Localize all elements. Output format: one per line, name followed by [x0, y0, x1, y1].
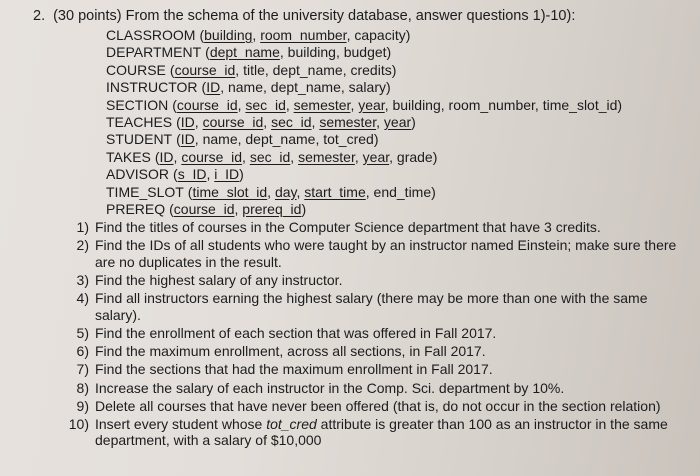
relation-name: INSTRUCTOR: [106, 79, 198, 96]
attribute: dept_name: [245, 131, 316, 148]
question-item: [68, 415, 682, 449]
key-attribute: course_id: [174, 61, 236, 78]
key-attribute: time_slot_id: [192, 183, 268, 200]
question-item-text: [95, 398, 682, 415]
question-item-text: [95, 237, 682, 270]
text-run: Delete all courses that have never been offered (that is, do not occur in the section relation): [95, 397, 661, 414]
question-item: [72, 237, 682, 270]
question-item-number: 9): [76, 397, 89, 414]
question-item-number: 7): [76, 361, 89, 378]
text-run: Find the IDs of all students who were taught by an instructor named Einstein; make sure there are no duplicates in the result.: [95, 237, 677, 270]
key-attribute: ID: [180, 131, 195, 148]
attribute: budget: [343, 44, 387, 61]
question-header: [33, 8, 575, 24]
question-item-text: [95, 361, 682, 378]
key-attribute: i_ID: [214, 166, 240, 183]
attribute: dept_name: [272, 61, 343, 78]
key-attribute: year: [358, 96, 385, 113]
attribute: end_time: [373, 183, 432, 200]
key-attribute: course_id: [181, 148, 243, 165]
question-item-text: [95, 380, 682, 397]
text-run: Find the maximum enrollment, across all sections, in Fall 2017.: [95, 343, 486, 360]
relation-name: TEACHES: [106, 113, 173, 130]
key-attribute: day: [274, 183, 297, 200]
attribute: name: [227, 79, 264, 96]
question-item-text: [95, 272, 682, 289]
key-attribute: semester: [319, 113, 377, 130]
key-attribute: semester: [293, 96, 351, 113]
key-attribute: sec_id: [249, 148, 291, 165]
schema-relation: STUDENT (ID, name, dept_name, tot_cred): [106, 131, 379, 148]
italic-term: tot_cred: [266, 415, 317, 432]
question-intro: (30 points) From the schema of the university database, answer questions 1)-10):: [53, 8, 576, 24]
question-item: [72, 343, 682, 360]
text-run: Increase the salary of each instructor in the Comp. Sci. department by 10%.: [95, 379, 565, 396]
question-item: [72, 272, 682, 289]
schema-relation: COURSE (course_id, title, dept_name, credits): [106, 61, 397, 78]
key-attribute: building: [204, 27, 253, 43]
key-attribute: sec_id: [271, 113, 312, 130]
relation-name: TIME_SLOT: [106, 183, 184, 200]
attribute: building: [287, 44, 336, 61]
key-attribute: semester: [298, 148, 355, 165]
key-attribute: course_id: [202, 113, 264, 130]
attribute: time_slot_id: [542, 96, 618, 113]
schema-relation: DEPARTMENT (dept_name, building, budget): [106, 44, 392, 61]
text-run: Find the highest salary of any instructor.: [95, 271, 343, 288]
attribute: title: [243, 61, 265, 78]
key-attribute: ID: [206, 79, 221, 96]
question-item: [72, 398, 682, 415]
text-run: Find the titles of courses in the Computer Science department that have 3 credits.: [95, 219, 601, 235]
question-item-text: [95, 219, 682, 236]
relation-name: CLASSROOM: [106, 27, 196, 43]
question-number: 2.: [33, 8, 46, 24]
schema-relation: ADVISOR (s_ID, i_ID): [106, 166, 244, 183]
key-attribute: ID: [159, 148, 174, 165]
text-run: Find the sections that had the maximum enrollment in Fall 2017.: [95, 361, 493, 378]
key-attribute: course_id: [176, 96, 238, 113]
text-run: Insert every student whose: [95, 415, 267, 432]
attribute: grade: [396, 148, 433, 165]
text-run: Find the enrollment of each section that was offered in Fall 2017.: [95, 324, 497, 341]
key-attribute: sec_id: [245, 96, 286, 113]
key-attribute: course_id: [173, 200, 235, 217]
attribute: credits: [350, 61, 392, 78]
relation-name: COURSE: [106, 61, 166, 78]
question-list: [68, 219, 682, 451]
question-item-number: 8): [76, 379, 89, 396]
relation-name: TAKES: [106, 148, 151, 165]
key-attribute: start_time: [304, 183, 366, 200]
relation-name: SECTION: [106, 96, 169, 113]
question-item-number: 1): [76, 219, 89, 235]
attribute: salary: [348, 79, 386, 96]
question-item-number: 10): [68, 415, 89, 432]
key-attribute: ID: [180, 113, 195, 130]
question-item-text: [95, 290, 682, 323]
schema-relation: TAKES (ID, course_id, sec_id, semester, year, grade): [106, 148, 438, 165]
key-attribute: year: [362, 148, 390, 165]
question-item: [72, 361, 682, 378]
question-item-number: 6): [76, 343, 89, 360]
question-item-number: 2): [76, 237, 89, 254]
relation-name: DEPARTMENT: [106, 44, 202, 61]
question-item: [72, 380, 682, 397]
question-item-text: [95, 325, 682, 342]
schema-relation: PREREQ (course_id, prereq_id): [106, 200, 307, 217]
attribute: dept_name: [270, 79, 341, 96]
attribute: name: [202, 131, 238, 148]
relation-name: PREREQ: [106, 200, 166, 217]
schema-relation: SECTION (course_id, sec_id, semester, year, building, room_number, time_slot_id): [106, 96, 623, 113]
attribute: building: [392, 96, 441, 113]
schema-relation: CLASSROOM (building, room_number, capacity): [106, 27, 411, 43]
text-run: Find all instructors earning the highest salary (there may be more than one with the same salary).: [95, 290, 648, 323]
schema-relation: TEACHES (ID, course_id, sec_id, semester, year): [106, 113, 416, 130]
schema-relation: TIME_SLOT (time_slot_id, day, start_time, end_time): [106, 183, 436, 200]
attribute: room_number: [448, 96, 535, 113]
relation-name: ADVISOR: [106, 166, 170, 183]
question-item: [72, 325, 682, 342]
key-attribute: s_ID: [177, 166, 207, 183]
attribute: tot_cred: [323, 131, 374, 148]
question-item-number: 5): [76, 324, 89, 341]
schema-relation: INSTRUCTOR (ID, name, dept_name, salary): [106, 79, 391, 96]
question-item-number: 3): [76, 271, 89, 288]
attribute: capacity: [354, 27, 406, 43]
key-attribute: year: [383, 113, 412, 130]
question-item-text: [95, 416, 682, 449]
text-run: attribute is greater than 100 as an instructor in the same department, with a salary of $10,000: [95, 415, 668, 449]
key-attribute: dept_name: [209, 44, 280, 61]
question-item-text: [95, 343, 682, 360]
schema-list: [106, 27, 622, 218]
key-attribute: prereq_id: [242, 200, 302, 217]
question-item: [72, 219, 682, 236]
question-item-number: 4): [76, 290, 89, 307]
question-item: [72, 290, 682, 323]
relation-name: STUDENT: [106, 131, 173, 148]
key-attribute: room_number: [260, 27, 347, 43]
